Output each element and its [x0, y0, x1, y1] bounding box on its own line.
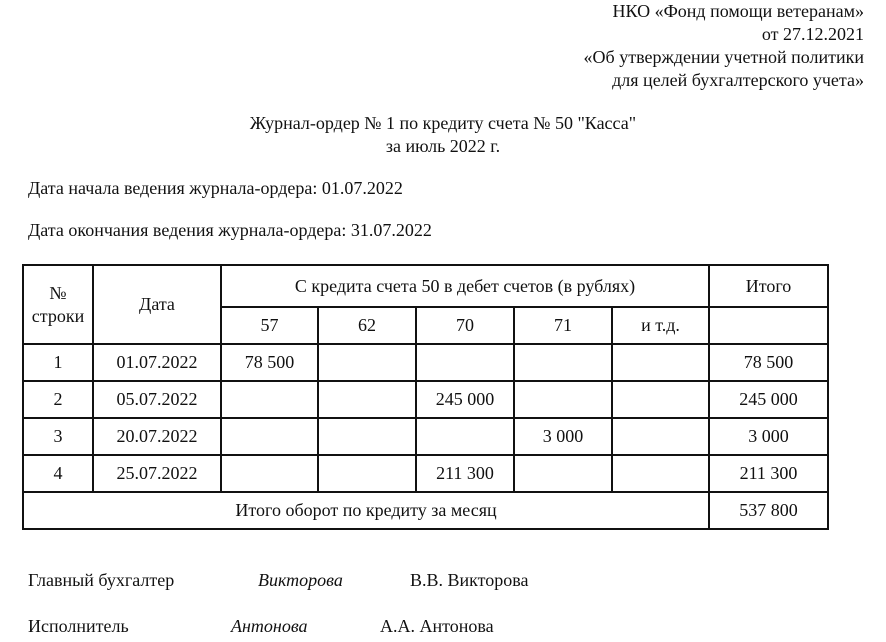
cell-row-number: 3 [23, 418, 93, 455]
cell-total: 211 300 [709, 455, 828, 492]
cell-57 [221, 418, 318, 455]
cell-etc [612, 418, 709, 455]
header-account-etc: и т.д. [612, 307, 709, 344]
table-row [23, 344, 828, 381]
cell-71 [514, 344, 612, 381]
header-date: Дата [93, 265, 221, 344]
cell-date: 25.07.2022 [93, 455, 221, 492]
chief-name: В.В. Викторова [410, 570, 529, 590]
start-date-line: Дата начала ведения журнала-ордера: 01.07.2022 [28, 178, 403, 198]
header-date: от 27.12.2021 [761, 24, 864, 44]
cell-row-number: 1 [23, 344, 93, 381]
cell-57 [221, 381, 318, 418]
header-account-57: 57 [221, 307, 318, 344]
header-account-71: 71 [514, 307, 612, 344]
cell-date: 05.07.2022 [93, 381, 221, 418]
cell-total: 3 000 [709, 418, 828, 455]
journal-table [22, 264, 829, 530]
header-total: Итого [709, 265, 828, 307]
cell-71: 3 000 [514, 418, 612, 455]
cell-70 [416, 344, 514, 381]
header-account-62: 62 [318, 307, 416, 344]
table-row [23, 455, 828, 492]
cell-71 [514, 381, 612, 418]
header-account-70: 70 [416, 307, 514, 344]
cell-57 [221, 455, 318, 492]
end-date-line: Дата окончания ведения журнала-ордера: 31.07.2022 [28, 220, 432, 240]
cell-etc [612, 344, 709, 381]
executor-role: Исполнитель [28, 616, 129, 636]
cell-62 [318, 418, 416, 455]
header-subject: «Об утверждении учетной политики [583, 47, 864, 67]
header-org: НКО «Фонд помощи ветеранам» [612, 1, 864, 21]
cell-70: 211 300 [416, 455, 514, 492]
cell-62 [318, 381, 416, 418]
cell-etc [612, 381, 709, 418]
cell-date: 01.07.2022 [93, 344, 221, 381]
header-row-number: № строки [23, 265, 93, 344]
cell-57: 78 500 [221, 344, 318, 381]
table-row [23, 381, 828, 418]
cell-etc [612, 455, 709, 492]
table-header-row [23, 265, 828, 307]
cell-row-number: 4 [23, 455, 93, 492]
cell-70 [416, 418, 514, 455]
title-main: Журнал-ордер № 1 по кредиту счета № 50 "Касса" [249, 113, 637, 133]
chief-role: Главный бухгалтер [28, 570, 175, 590]
cell-total: 78 500 [709, 344, 828, 381]
cell-62 [318, 344, 416, 381]
chief-signature: Викторова [258, 570, 343, 590]
cell-70: 245 000 [416, 381, 514, 418]
footer-total: 537 800 [709, 492, 828, 529]
cell-row-number: 2 [23, 381, 93, 418]
approval-header [584, 0, 864, 92]
cell-total: 245 000 [709, 381, 828, 418]
header-credit-group: С кредита счета 50 в дебет счетов (в рублях) [221, 265, 709, 307]
table-row [23, 418, 828, 455]
table-footer-row [23, 492, 828, 529]
title-period: за июль 2022 г. [385, 136, 501, 156]
header-total-empty [709, 307, 828, 344]
footer-label: Итого оборот по кредиту за месяц [23, 492, 709, 529]
executor-signature: Антонова [231, 616, 308, 636]
cell-71 [514, 455, 612, 492]
executor-name: А.А. Антонова [380, 616, 494, 636]
document-title [0, 112, 886, 158]
cell-62 [318, 455, 416, 492]
header-subject-cont: для целей бухгалтерского учета» [612, 70, 864, 90]
cell-date: 20.07.2022 [93, 418, 221, 455]
